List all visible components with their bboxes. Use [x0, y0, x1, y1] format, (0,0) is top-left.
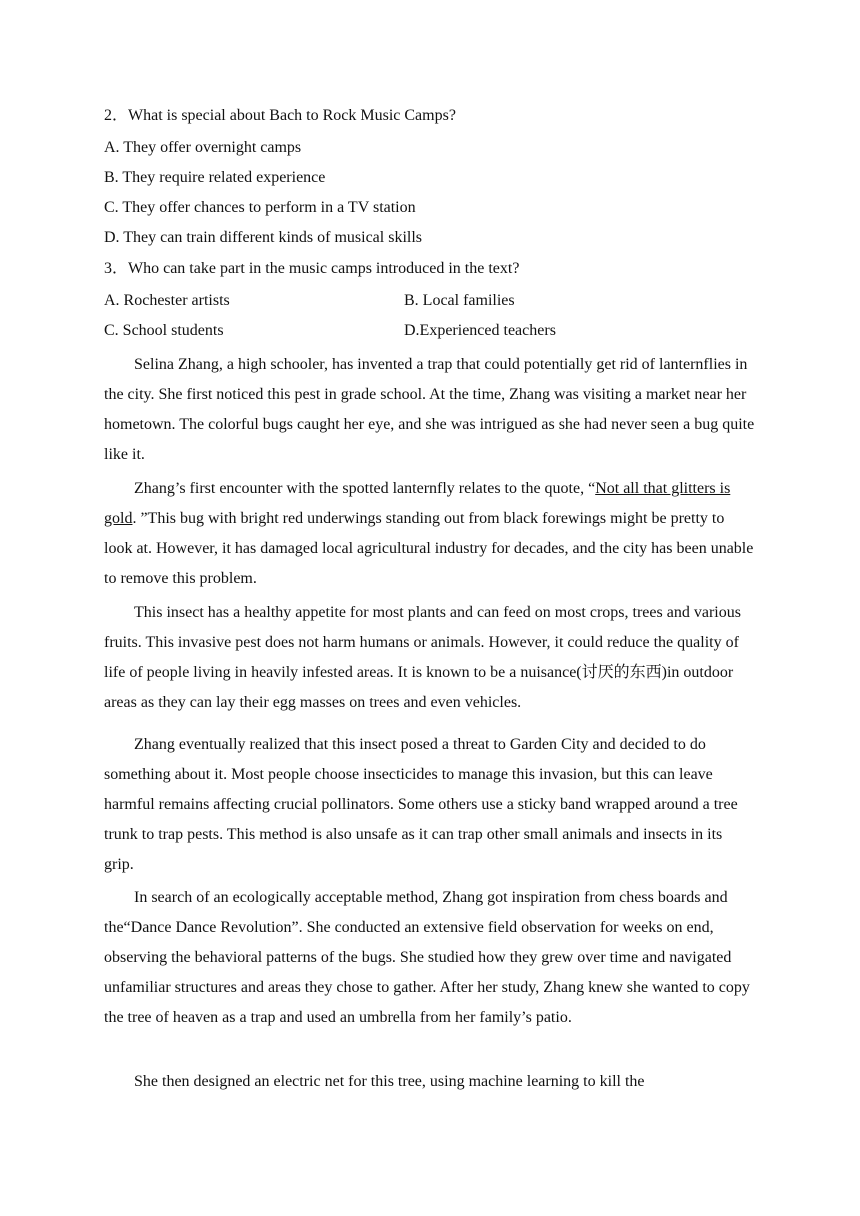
paragraph-5-text: In search of an ecologically acceptable method, Zhang got inspiration from chess boards and the“Dance Dance Revolution”. She conducted an extensive field observation for weeks on end, observing the behavioral patterns of the bugs. She studied how they grew over time and navigated unfamiliar structures and areas they chose to gather. After her study, Zhang knew she wanted to copy the tree of heaven as a trap and used an umbrella from her family’s patio. — [104, 889, 750, 1026]
paragraph-6-text: She then designed an electric net for this tree, using machine learning to kill the — [134, 1073, 645, 1090]
question-3-option-d: D.Experienced teachers — [404, 322, 556, 339]
paragraph-3-text: This insect has a healthy appetite for most plants and can feed on most crops, trees and various fruits. This invasive pest does not harm humans or animals. However, it could reduce the quality of life of people living in heavily infested areas. It is known to be a nuisance(讨厌的东西)in outdoor areas as they can lay their egg masses on trees and even vehicles. — [104, 604, 741, 711]
question-2-option-c: C. They offer chances to perform in a TV station — [104, 199, 416, 216]
paragraph-2-text-start: Zhang’s first encounter with the spotted lanternfly relates to the quote, “ — [134, 480, 596, 497]
question-2-option-a: A. They offer overnight camps — [104, 139, 302, 156]
paragraph-4-text: Zhang eventually realized that this insect posed a threat to Garden City and decided to do something about it. Most people choose insecticides to manage this invasion, but this can leave harmful remains affecting crucial pollinators. Some others use a sticky band wrapped around a tree trunk to trap pests. This method is also unsafe as it can trap other small animals and insects in its grip. — [104, 736, 738, 873]
question-3-option-c: C. School students — [104, 322, 224, 339]
question-3-option-b: B. Local families — [404, 292, 515, 309]
passage-paragraph-4 — [104, 730, 756, 880]
question-3-stem: 3．Who can take part in the music camps introduced in the text? — [104, 260, 520, 277]
passage-paragraph-1 — [104, 350, 756, 470]
paragraph-1-text: Selina Zhang, a high schooler, has invented a trap that could potentially get rid of lanternflies in the city. She first noticed this pest in grade school. At the time, Zhang was visiting a market near her hometown. The colorful bugs caught her eye, and she was intrigued as she had never seen a bug quite like it. — [104, 356, 755, 463]
question-2-option-b: B. They require related experience — [104, 169, 326, 186]
paragraph-2-text-end: . ”This bug with bright red underwings standing out from black forewings might be pretty to look at. However, it has damaged local agricultural industry for decades, and the city has been unable to remove this problem. — [104, 510, 754, 587]
passage-paragraph-3 — [104, 598, 756, 718]
passage-paragraph-2 — [104, 474, 756, 594]
underlined-quote: Not all that glitters is gold — [104, 480, 731, 527]
passage-paragraph-5 — [104, 883, 756, 1033]
question-3-option-a: A. Rochester artists — [104, 292, 230, 309]
passage-paragraph-6 — [104, 1067, 756, 1097]
question-2-option-d: D. They can train different kinds of musical skills — [104, 229, 423, 246]
question-2-stem: 2．What is special about Bach to Rock Music Camps? — [104, 107, 456, 124]
